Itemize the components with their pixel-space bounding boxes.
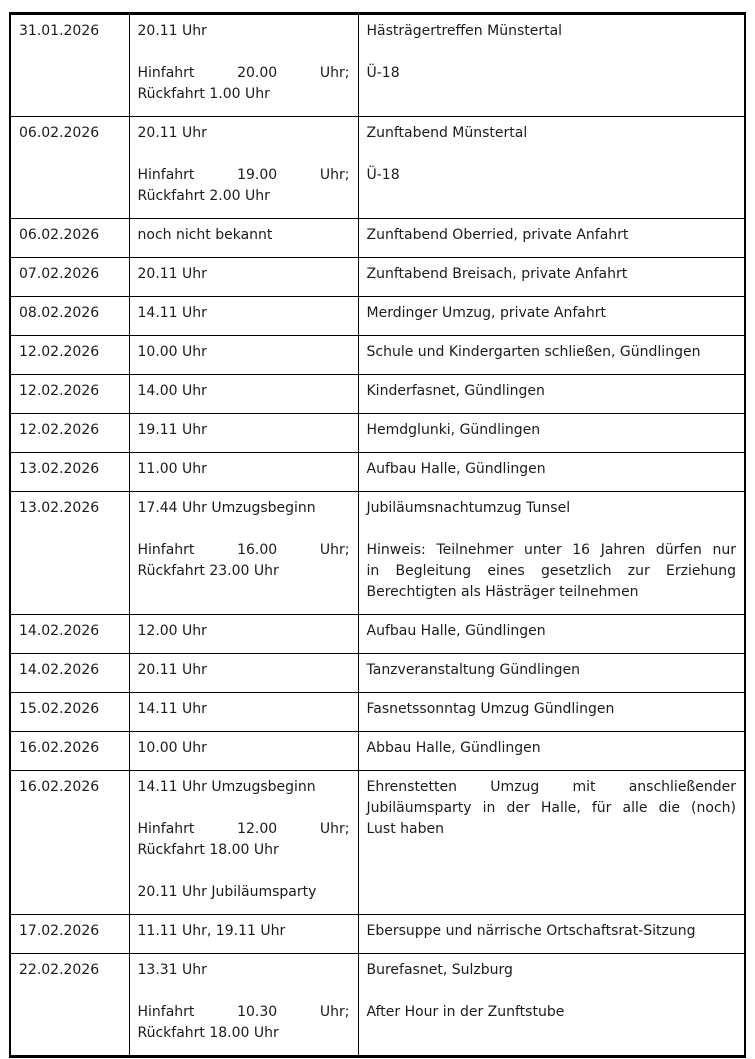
time-cell	[129, 492, 358, 615]
date-text: 31.01.2026	[19, 23, 100, 39]
table-row	[11, 654, 744, 693]
time-line: 20.11 Uhr	[137, 23, 207, 39]
event-line: Schule und Kindergarten schließen, Gündlingen	[366, 344, 701, 360]
event-cell	[358, 771, 744, 915]
time-line: Hinfahrt 10.30 Uhr;	[137, 1004, 350, 1020]
date-text: 17.02.2026	[19, 923, 100, 939]
event-line: Berechtigten als Hästräger teilnehmen	[366, 584, 639, 600]
event-cell	[358, 654, 744, 693]
time-cell	[129, 915, 358, 954]
schedule-table-frame	[9, 12, 746, 1058]
table-row	[11, 954, 744, 1056]
table-row	[11, 15, 744, 117]
event-cell	[358, 693, 744, 732]
spacer-line	[367, 42, 737, 63]
event-cell	[358, 15, 744, 117]
date-text: 14.02.2026	[19, 623, 100, 639]
time-line: 14.00 Uhr	[137, 383, 207, 399]
date-text: 12.02.2026	[19, 344, 100, 360]
table-row	[11, 117, 744, 219]
schedule-table-body	[11, 15, 744, 1055]
date-text: 06.02.2026	[19, 227, 100, 243]
date-text: 12.02.2026	[19, 383, 100, 399]
time-line: Rückfahrt 18.00 Uhr	[137, 1025, 279, 1041]
date-cell	[11, 258, 129, 297]
date-cell	[11, 219, 129, 258]
time-line: noch nicht bekannt	[137, 227, 273, 243]
table-row	[11, 615, 744, 654]
time-cell	[129, 954, 358, 1056]
time-line: 13.31 Uhr	[137, 962, 207, 978]
event-line: Hemdglunki, Gündlingen	[366, 422, 541, 438]
event-cell	[358, 336, 744, 375]
time-line: Hinfahrt 16.00 Uhr;	[137, 542, 350, 558]
table-row	[11, 414, 744, 453]
table-row	[11, 732, 744, 771]
table-row	[11, 375, 744, 414]
event-line: Burefasnet, Sulzburg	[366, 962, 513, 978]
time-cell	[129, 732, 358, 771]
event-line: Aufbau Halle, Gündlingen	[366, 461, 546, 477]
event-line: Abbau Halle, Gündlingen	[366, 740, 541, 756]
event-line: Jubiläumsnachtumzug Tunsel	[366, 500, 571, 516]
table-row	[11, 297, 744, 336]
date-cell	[11, 117, 129, 219]
time-cell	[129, 615, 358, 654]
event-cell	[358, 297, 744, 336]
time-cell	[129, 453, 358, 492]
time-cell	[129, 297, 358, 336]
time-cell	[129, 693, 358, 732]
time-line: 20.11 Uhr	[137, 125, 207, 141]
time-cell	[129, 336, 358, 375]
time-cell	[129, 258, 358, 297]
spacer-line	[138, 798, 350, 819]
event-cell	[358, 954, 744, 1056]
event-cell	[358, 258, 744, 297]
time-line: Hinfahrt 12.00 Uhr;	[137, 821, 350, 837]
time-line: Rückfahrt 2.00 Uhr	[137, 188, 270, 204]
time-line: 10.00 Uhr	[137, 740, 207, 756]
table-row	[11, 492, 744, 615]
time-line: 14.11 Uhr	[137, 701, 207, 717]
table-row	[11, 453, 744, 492]
time-line: 14.11 Uhr Umzugsbeginn	[137, 779, 316, 795]
time-line: 14.11 Uhr	[137, 305, 207, 321]
event-line: Ehrenstetten Umzug mit anschließender	[366, 779, 736, 795]
date-text: 07.02.2026	[19, 266, 100, 282]
event-cell	[358, 414, 744, 453]
date-cell	[11, 15, 129, 117]
time-line: Rückfahrt 1.00 Uhr	[137, 86, 270, 102]
date-cell	[11, 915, 129, 954]
date-text: 06.02.2026	[19, 125, 100, 141]
event-line: in Begleitung eines gesetzlich zur Erziehung	[366, 563, 736, 579]
date-cell	[11, 771, 129, 915]
event-cell	[358, 615, 744, 654]
time-line: 20.11 Uhr	[137, 662, 207, 678]
date-text: 14.02.2026	[19, 662, 100, 678]
time-line: 20.11 Uhr	[137, 266, 207, 282]
table-row	[11, 336, 744, 375]
event-line: Zunftabend Münstertal	[366, 125, 528, 141]
date-cell	[11, 615, 129, 654]
event-line: Ü-18	[366, 65, 400, 81]
date-cell	[11, 336, 129, 375]
event-line: Ü-18	[366, 167, 400, 183]
spacer-line	[138, 861, 350, 882]
spacer-line	[138, 42, 350, 63]
event-cell	[358, 732, 744, 771]
time-cell	[129, 654, 358, 693]
time-line: Rückfahrt 18.00 Uhr	[137, 842, 279, 858]
time-line: Hinfahrt 20.00 Uhr;	[137, 65, 350, 81]
event-cell	[358, 375, 744, 414]
time-line: 17.44 Uhr Umzugsbeginn	[137, 500, 316, 516]
spacer-line	[367, 144, 737, 165]
date-cell	[11, 492, 129, 615]
date-text: 13.02.2026	[19, 500, 100, 516]
event-line: Zunftabend Breisach, private Anfahrt	[366, 266, 628, 282]
event-cell	[358, 453, 744, 492]
event-line: After Hour in der Zunftstube	[366, 1004, 565, 1020]
time-line: 20.11 Uhr Jubiläumsparty	[137, 884, 317, 900]
date-cell	[11, 375, 129, 414]
time-cell	[129, 414, 358, 453]
event-line: Tanzveranstaltung Gündlingen	[366, 662, 580, 678]
date-text: 16.02.2026	[19, 740, 100, 756]
event-line: Hinweis: Teilnehmer unter 16 Jahren dürfen nur	[366, 542, 736, 558]
spacer-line	[138, 981, 350, 1002]
event-line: Zunftabend Oberried, private Anfahrt	[366, 227, 629, 243]
time-line: 12.00 Uhr	[137, 623, 207, 639]
time-cell	[129, 375, 358, 414]
date-cell	[11, 732, 129, 771]
event-line: Kinderfasnet, Gündlingen	[366, 383, 545, 399]
date-text: 12.02.2026	[19, 422, 100, 438]
time-cell	[129, 771, 358, 915]
schedule-table	[11, 15, 744, 1055]
table-row	[11, 915, 744, 954]
date-cell	[11, 453, 129, 492]
table-row	[11, 219, 744, 258]
event-cell	[358, 915, 744, 954]
spacer-line	[367, 981, 737, 1002]
date-cell	[11, 297, 129, 336]
table-row	[11, 258, 744, 297]
time-cell	[129, 15, 358, 117]
event-line: Aufbau Halle, Gündlingen	[366, 623, 546, 639]
event-cell	[358, 219, 744, 258]
event-cell	[358, 117, 744, 219]
time-line: 11.11 Uhr, 19.11 Uhr	[137, 923, 286, 939]
table-row	[11, 771, 744, 915]
date-text: 22.02.2026	[19, 962, 100, 978]
date-text: 15.02.2026	[19, 701, 100, 717]
event-line: Ebersuppe und närrische Ortschaftsrat-Sitzung	[366, 923, 696, 939]
event-line: Merdinger Umzug, private Anfahrt	[366, 305, 606, 321]
time-line: Rückfahrt 23.00 Uhr	[137, 563, 279, 579]
time-line: Hinfahrt 19.00 Uhr;	[137, 167, 350, 183]
spacer-line	[138, 144, 350, 165]
event-line: Hästrägertreffen Münstertal	[366, 23, 563, 39]
spacer-line	[367, 519, 737, 540]
time-line: 11.00 Uhr	[137, 461, 207, 477]
date-cell	[11, 693, 129, 732]
event-line: Jubiläumsparty in der Halle, für alle die (noch)	[366, 800, 736, 816]
date-cell	[11, 654, 129, 693]
date-cell	[11, 414, 129, 453]
event-cell	[358, 492, 744, 615]
time-cell	[129, 117, 358, 219]
date-cell	[11, 954, 129, 1056]
time-line: 19.11 Uhr	[137, 422, 207, 438]
event-line: Fasnetssonntag Umzug Gündlingen	[366, 701, 615, 717]
date-text: 08.02.2026	[19, 305, 100, 321]
time-cell	[129, 219, 358, 258]
spacer-line	[138, 519, 350, 540]
table-row	[11, 693, 744, 732]
time-line: 10.00 Uhr	[137, 344, 207, 360]
event-line: Lust haben	[366, 821, 444, 837]
date-text: 13.02.2026	[19, 461, 100, 477]
date-text: 16.02.2026	[19, 779, 100, 795]
